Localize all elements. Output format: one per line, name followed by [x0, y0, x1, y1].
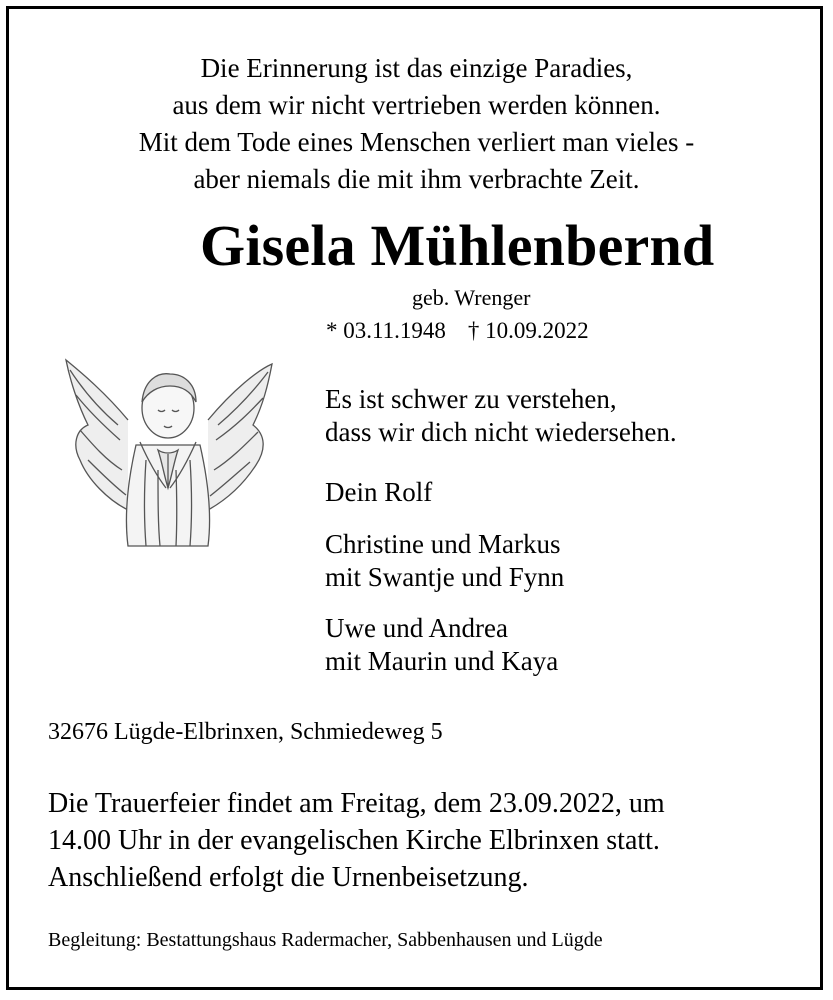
- mourner-group: [325, 612, 558, 678]
- verse: [325, 383, 677, 449]
- mourner-group: [325, 528, 564, 594]
- ceremony-line: Die Trauerfeier findet am Freitag, dem 23.09.2022, um: [48, 788, 665, 819]
- poem-line: Die Erinnerung ist das einzige Paradies,: [200, 53, 633, 83]
- mourner-line: mit Swantje und Fynn: [325, 562, 565, 592]
- address: 32676 Lügde-Elbrinxen, Schmiedeweg 5: [48, 719, 443, 745]
- praying-angel-icon: [58, 350, 278, 550]
- ceremony-details: [48, 785, 665, 896]
- deceased-name: Gisela Mühlenbernd: [200, 213, 715, 278]
- birth-name: geb. Wrenger: [412, 285, 531, 310]
- funeral-home-credit: Begleitung: Bestattungshaus Radermacher, Sabbenhausen und Lügde: [48, 929, 603, 951]
- mourner-line: Uwe und Andrea: [325, 613, 508, 643]
- mourner-group: [325, 476, 432, 509]
- birth-date: * 03.11.1948: [326, 318, 446, 343]
- ceremony-line: 14.00 Uhr in der evangelischen Kirche Elbrinxen statt.: [48, 825, 660, 856]
- verse-line: Es ist schwer zu verstehen,: [325, 384, 617, 414]
- life-dates: [326, 318, 589, 344]
- ceremony-line: Anschließend erfolgt die Urnenbeisetzung.: [48, 862, 529, 893]
- poem-line: aber niemals die mit ihm verbrachte Zeit.: [193, 164, 640, 194]
- mourner-line: mit Maurin und Kaya: [325, 646, 559, 676]
- mourner-line: Dein Rolf: [325, 477, 433, 507]
- poem: [0, 50, 833, 198]
- poem-line: Mit dem Tode eines Menschen verliert man vieles -: [138, 127, 695, 157]
- poem-line: aus dem wir nicht vertrieben werden können.: [172, 90, 661, 120]
- verse-line: dass wir dich nicht wiedersehen.: [325, 417, 677, 447]
- mourner-line: Christine und Markus: [325, 529, 561, 559]
- death-date: † 10.09.2022: [467, 318, 589, 343]
